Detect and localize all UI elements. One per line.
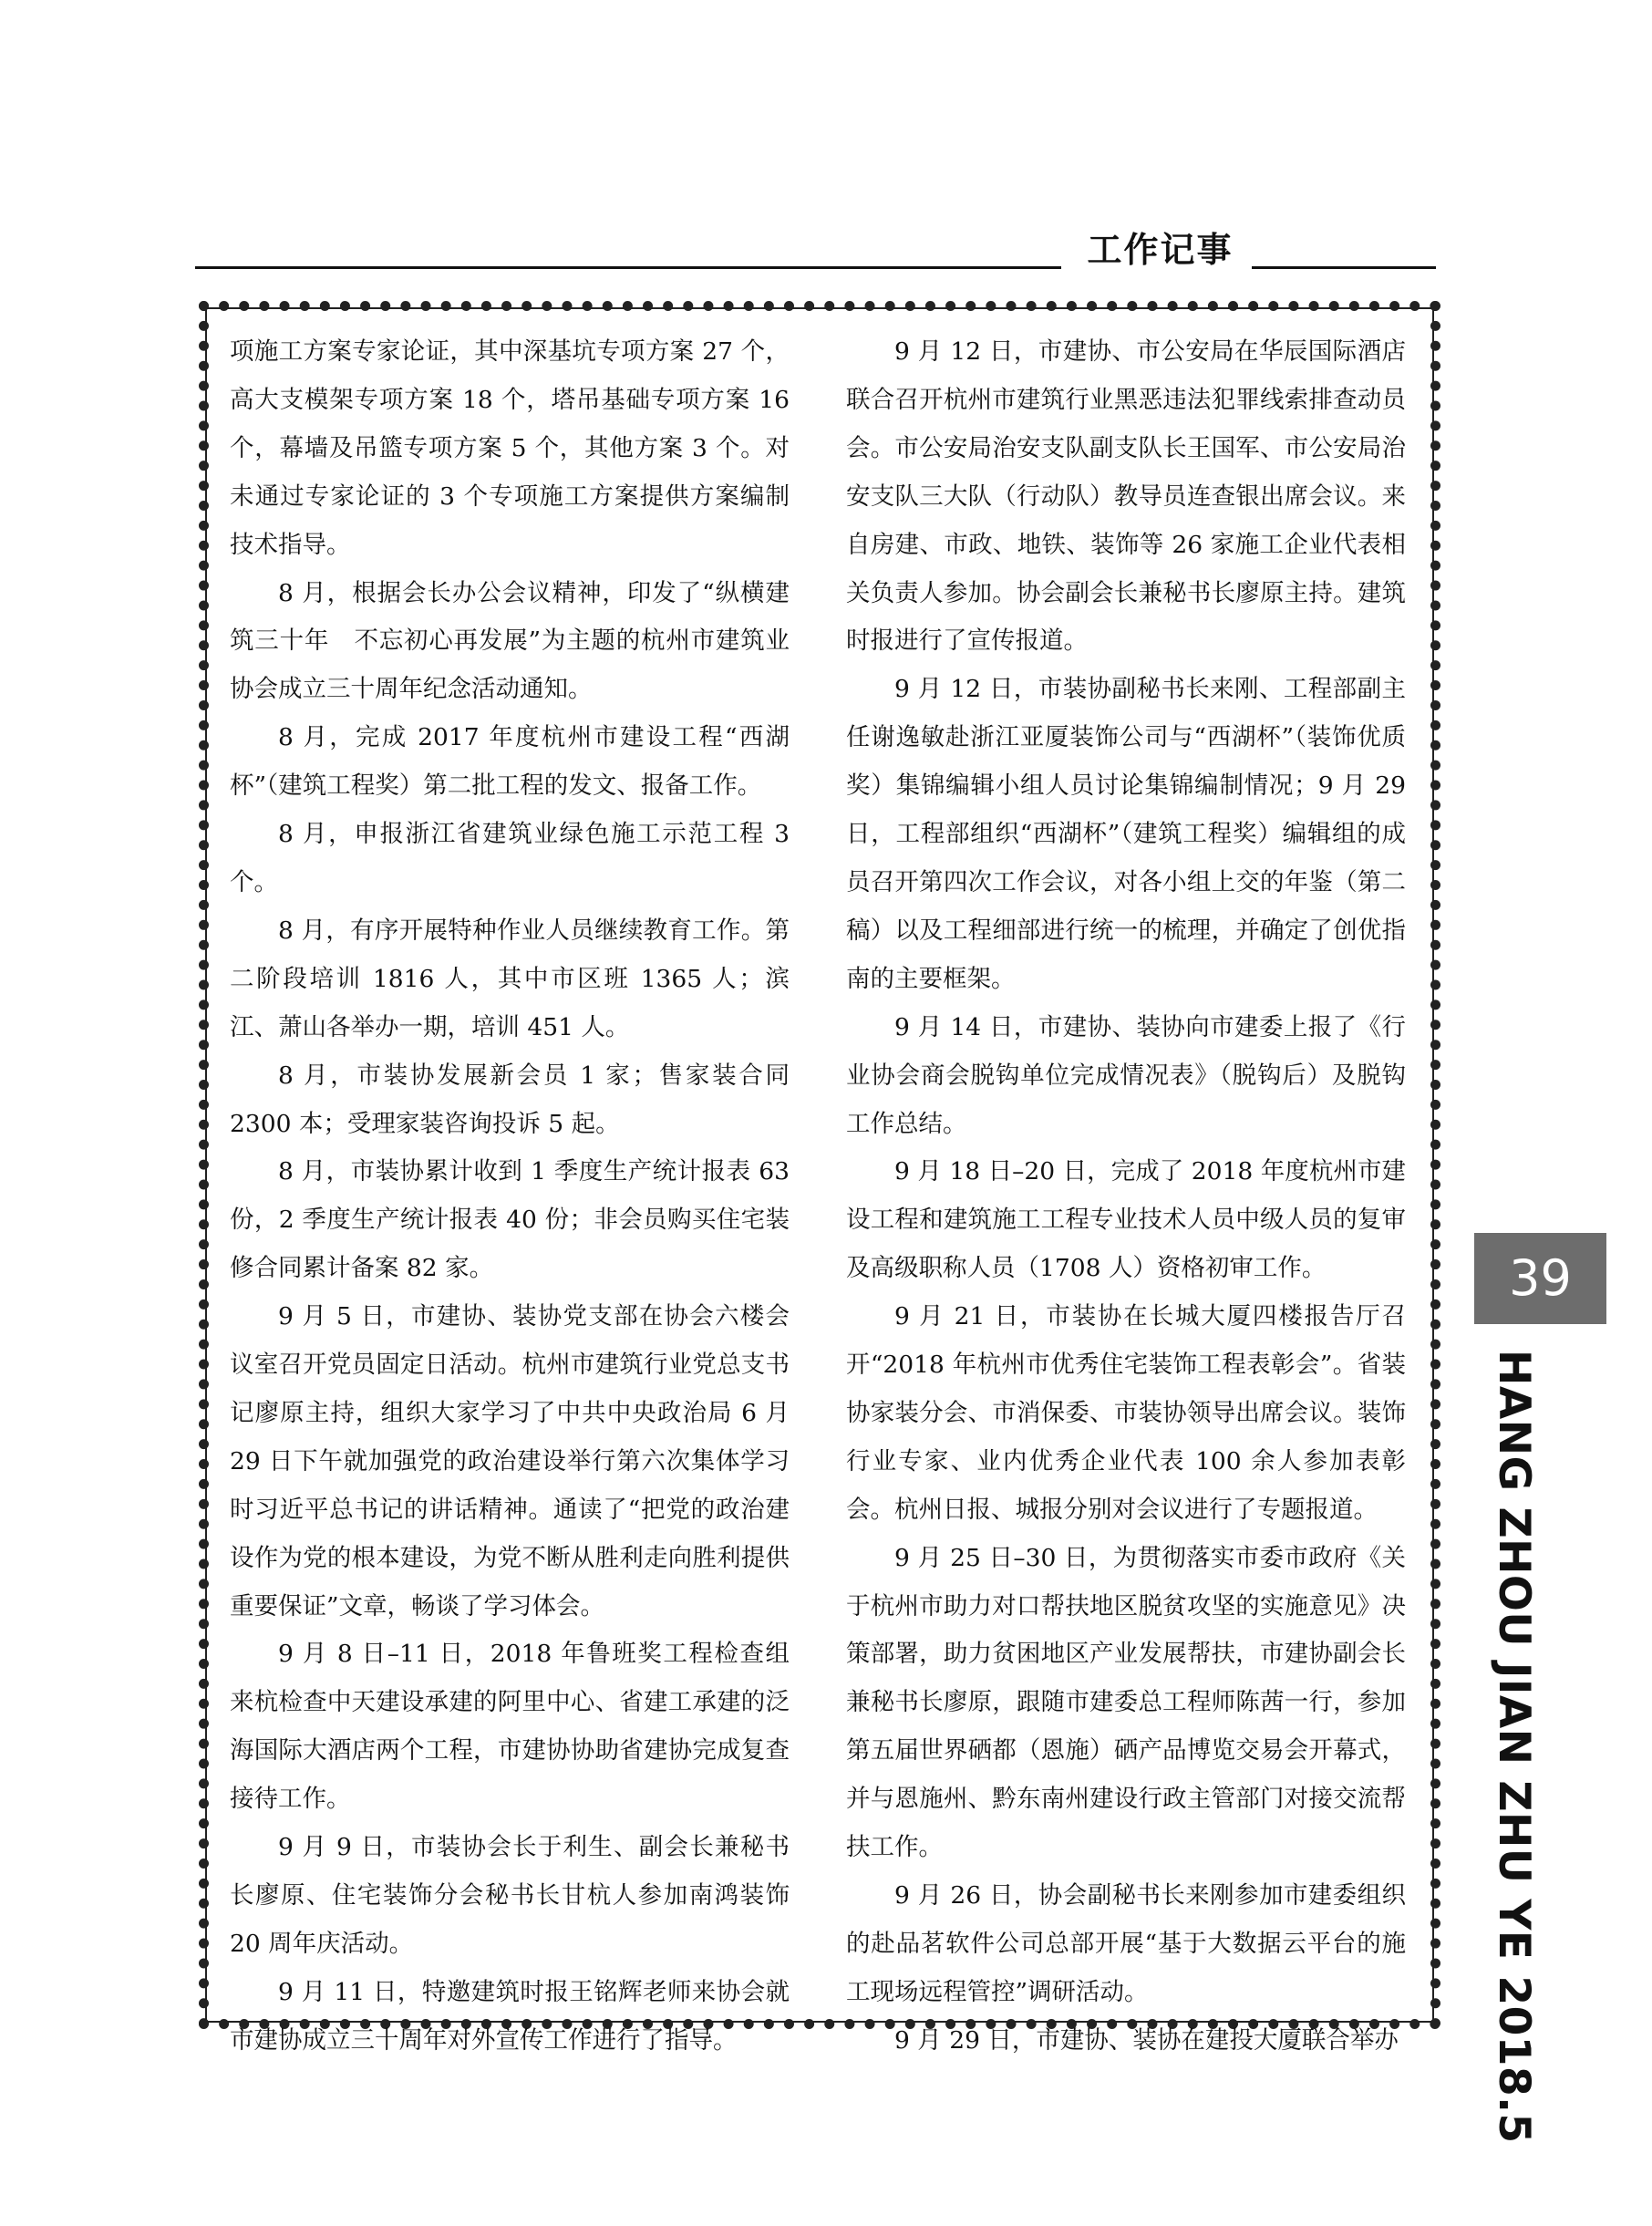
paragraph: 8 月，市装协发展新会员 1 家；售家装合同 2300 本；受理家装咨询投诉 5 起。: [230, 1061, 790, 1138]
paragraph: 8 月，完成 2017 年度杭州市建设工程“西湖杯”（建筑工程奖）第二批工程的发文、报备工作。: [230, 723, 790, 801]
paragraph: 9 月 8 日–11 日，2018 年鲁班奖工程检查组来杭检查中天建设承建的阿里中心、省建工承建的泛海国际大酒店两个工程，市建协协助省建协完成复查接待工作。: [230, 1640, 790, 1814]
left-column: [230, 328, 790, 2055]
paragraph: 9 月 14 日，市建协、装协向市建委上报了《行业协会商会脱钩单位完成情况表》（脱钩后）及脱钩工作总结。: [846, 1012, 1406, 1138]
paragraph: 9 月 12 日，市装协副秘书长来刚、工程部副主任谢逸敏赴浙江亚厦装饰公司与“西湖杯”（装饰优质奖）集锦编辑小组人员讨论集锦编制情况；9 月 29 日，工程部组织“西湖杯”（建筑工程奖）编辑组的成员召开第四次工作会议，对各小组上交的年鉴（第二稿）以及工程细部进行统一的梳理，并确定了创优指南的主要框架。: [846, 675, 1406, 993]
paragraph: 9 月 29 日，市建协、装协在建投大厦联合举办: [894, 2025, 1399, 2055]
paragraph: 8 月，有序开展特种作业人员继续教育工作。第二阶段培训 1816 人，其中市区班 1365 人；滨江、萧山各举办一期，培训 451 人。: [230, 916, 790, 1041]
header-rule-left: [195, 266, 1061, 269]
paragraph: 8 月，申报浙江省建筑业绿色施工示范工程 3 个。: [230, 820, 790, 896]
paragraph: 8 月，根据会长办公会议精神，印发了“纵横建筑三十年 不忘初心再发展”为主题的杭州市建筑业协会成立三十周年纪念活动通知。: [230, 578, 790, 704]
paragraph: 9 月 11 日，特邀建筑时报王铭辉老师来协会就市建协成立三十周年对外宣传工作进行了指导。: [230, 1977, 790, 2055]
paragraph: 9 月 12 日，市建协、市公安局在华辰国际酒店联合召开杭州市建筑行业黑恶违法犯罪线索排查动员会。市公安局治安支队副支队长王国军、市公安局治安支队三大队（行动队）教导员连查银出席会议。来自房建、市政、地铁、装饰等 26 家施工企业代表相关负责人参加。协会副会长兼秘书长廖原主持。建筑时报进行了宣传报道。: [846, 337, 1406, 656]
page-number-tab: 39: [1474, 1233, 1606, 1324]
paragraph: 9 月 25 日–30 日，为贯彻落实市委市政府《关于杭州市助力对口帮扶地区脱贫攻坚的实施意见》决策部署，助力贫困地区产业发展帮扶，市建协副会长兼秘书长廖原，跟随市建委总工程师陈茜一行，参加第五届世界硒都（恩施）硒产品博览交易会开幕式，并与恩施州、黔东南州建设行政主管部门对接交流帮扶工作。: [846, 1543, 1406, 1862]
paragraph: 9 月 21 日，市装协在长城大厦四楼报告厅召开“2018 年杭州市优秀住宅装饰工程表彰会”。省装协家装分会、市消保委、市装协领导出席会议。装饰行业专家、业内优秀企业代表 100 余人参加表彰会。杭州日报、城报分别对会议进行了专题报道。: [846, 1302, 1406, 1524]
paragraph: 9 月 5 日，市建协、装协党支部在协会六楼会议室召开党员固定日活动。杭州市建筑行业党总支书记廖原主持，组织大家学习了中共中央政治局 6 月 29 日下午就加强党的政治建设举行第六次集体学习时习近平总书记的讲话精神。通读了“把党的政治建设作为党的根本建设，为党不断从胜利走向胜利提供重要保证”文章，畅谈了学习体会。: [230, 1302, 790, 1620]
right-column: [846, 328, 1406, 2055]
section-title: 工作记事: [1087, 230, 1234, 270]
paragraph: 项施工方案专家论证，其中深基坑专项方案 27 个，高大支模架专项方案 18 个，塔吊基础专项方案 16 个，幕墙及吊篮专项方案 5 个，其他方案 3 个。对未通过专家论证的 3 个专项施工方案提供方案编制技术指导。: [230, 337, 790, 559]
journal-title-vertical: HANG ZHOU JIAN ZHU YE 2018.5: [1489, 1350, 1539, 2144]
paragraph: 9 月 9 日，市装协会长于利生、副会长兼秘书长廖原、住宅装饰分会秘书长甘杭人参加南鸿装饰 20 周年庆活动。: [230, 1833, 790, 1958]
paragraph: 9 月 18 日–20 日，完成了 2018 年度杭州市建设工程和建筑施工工程专业技术人员中级人员的复审及高级职称人员（1708 人）资格初审工作。: [846, 1157, 1406, 1283]
paragraph: 8 月，市装协累计收到 1 季度生产统计报表 63 份，2 季度生产统计报表 40 份；非会员购买住宅装修合同累计备案 82 家。: [230, 1157, 790, 1283]
header-rule-right: [1252, 266, 1436, 269]
paragraph: 9 月 26 日，协会副秘书长来刚参加市建委组织的赴品茗软件公司总部开展“基于大数据云平台的施工现场远程管控”调研活动。: [846, 1881, 1406, 2006]
